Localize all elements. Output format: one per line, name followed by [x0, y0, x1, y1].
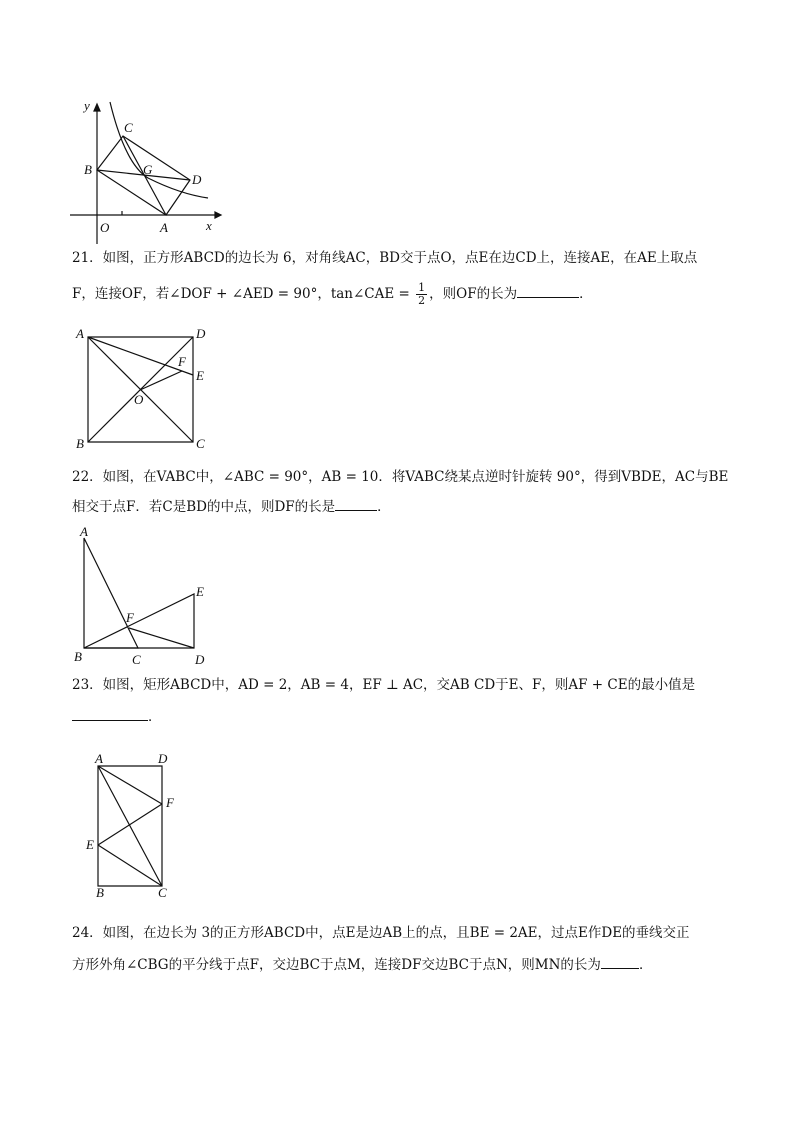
label-g: G: [143, 162, 153, 177]
answer-blank-22: [335, 496, 377, 511]
label-b: B: [76, 436, 84, 451]
question-21: [72, 243, 732, 309]
label-o: O: [100, 220, 110, 235]
label-a: A: [160, 220, 168, 235]
label-a: A: [76, 326, 84, 341]
triangle-bde: [84, 594, 194, 648]
label-c: C: [158, 885, 167, 900]
q22-period: ．: [377, 499, 391, 515]
q24-period: ．: [638, 957, 653, 973]
figure-q22: [72, 524, 222, 668]
q23-line-2: [72, 702, 732, 732]
label-e: E: [196, 368, 204, 383]
q24-line-1: 24．如图，在边长为 3的正方形ABCD中，点E是边AB上的点，且BE = 2AE，过点E作DE的垂线交正: [72, 925, 690, 941]
fraction-one-half: [416, 282, 427, 307]
label-o: O: [134, 392, 144, 407]
fraction-denominator: 2: [418, 294, 426, 307]
q24-line-2-text: 方形外角∠CBG的平分线于点F，交边BC于点M，连接DF交边BC于点N，则MN的长为: [72, 957, 601, 973]
q21-line-1: 21．如图，正方形ABCD的边长为 6，对角线AC，BD交于点O，点E在边CD上，连接AE，在AE上取点: [72, 250, 698, 266]
label-a: A: [80, 524, 88, 539]
label-e: E: [196, 584, 204, 599]
label-f: F: [178, 354, 186, 369]
fraction-numerator: 1: [418, 281, 426, 294]
segment-cd: [129, 628, 194, 648]
label-e: E: [86, 837, 94, 852]
label-x: x: [206, 218, 212, 233]
q22-line-2: [72, 492, 732, 522]
label-a: A: [95, 751, 103, 766]
q22-line-2-text: 相交于点F．若C是BD的中点，则DF的长是: [72, 499, 336, 515]
question-22: [72, 462, 732, 522]
q22-line-1: 22．如图，在VABC中，∠ABC = 90°，AB = 10．将VABC绕某点逆时针旋转 90°，得到VBDE，AC与BE: [72, 469, 729, 485]
q21-line-2-end: ，则OF的长为: [429, 286, 518, 302]
answer-blank-21: [517, 283, 579, 298]
q21-period: ．: [579, 286, 593, 302]
segment-ec: [98, 845, 162, 886]
label-f: F: [126, 610, 134, 625]
answer-blank-24: [601, 954, 639, 969]
label-f: F: [166, 795, 174, 810]
y-axis-arrow: [94, 104, 100, 111]
label-b: B: [74, 649, 82, 664]
q23-period: ．: [148, 709, 162, 725]
label-d: D: [192, 172, 202, 187]
label-y: y: [84, 98, 90, 113]
label-c: C: [196, 436, 205, 451]
segment-of: [140, 371, 182, 390]
question-24: [72, 918, 732, 980]
figure-q21: [74, 326, 214, 452]
answer-blank-23: [72, 706, 148, 721]
figure-q23: [84, 750, 194, 900]
label-c: C: [132, 652, 141, 667]
label-b: B: [84, 162, 92, 177]
triangle-abc: [84, 538, 138, 648]
q24-line-2: [72, 950, 732, 980]
diagonal-ac: [98, 766, 162, 886]
label-d: D: [195, 652, 205, 667]
label-d: D: [196, 326, 206, 341]
x-axis-arrow: [215, 212, 221, 218]
q21-line-2-start: F，连接OF，若∠DOF + ∠AED = 90°，tan∠CAE =: [72, 286, 415, 302]
q23-line-1: 23．如图，矩形ABCD中，AD = 2，AB = 4，EF ⊥ AC，交AB CD于E、F，则AF + CE的最小值是: [72, 677, 696, 693]
question-23: [72, 670, 732, 732]
figure-q20: [70, 96, 230, 246]
segment-ef: [98, 804, 162, 845]
label-d: D: [158, 751, 168, 766]
label-b: B: [96, 885, 104, 900]
label-c: C: [124, 120, 133, 135]
q21-line-2: [72, 279, 732, 309]
